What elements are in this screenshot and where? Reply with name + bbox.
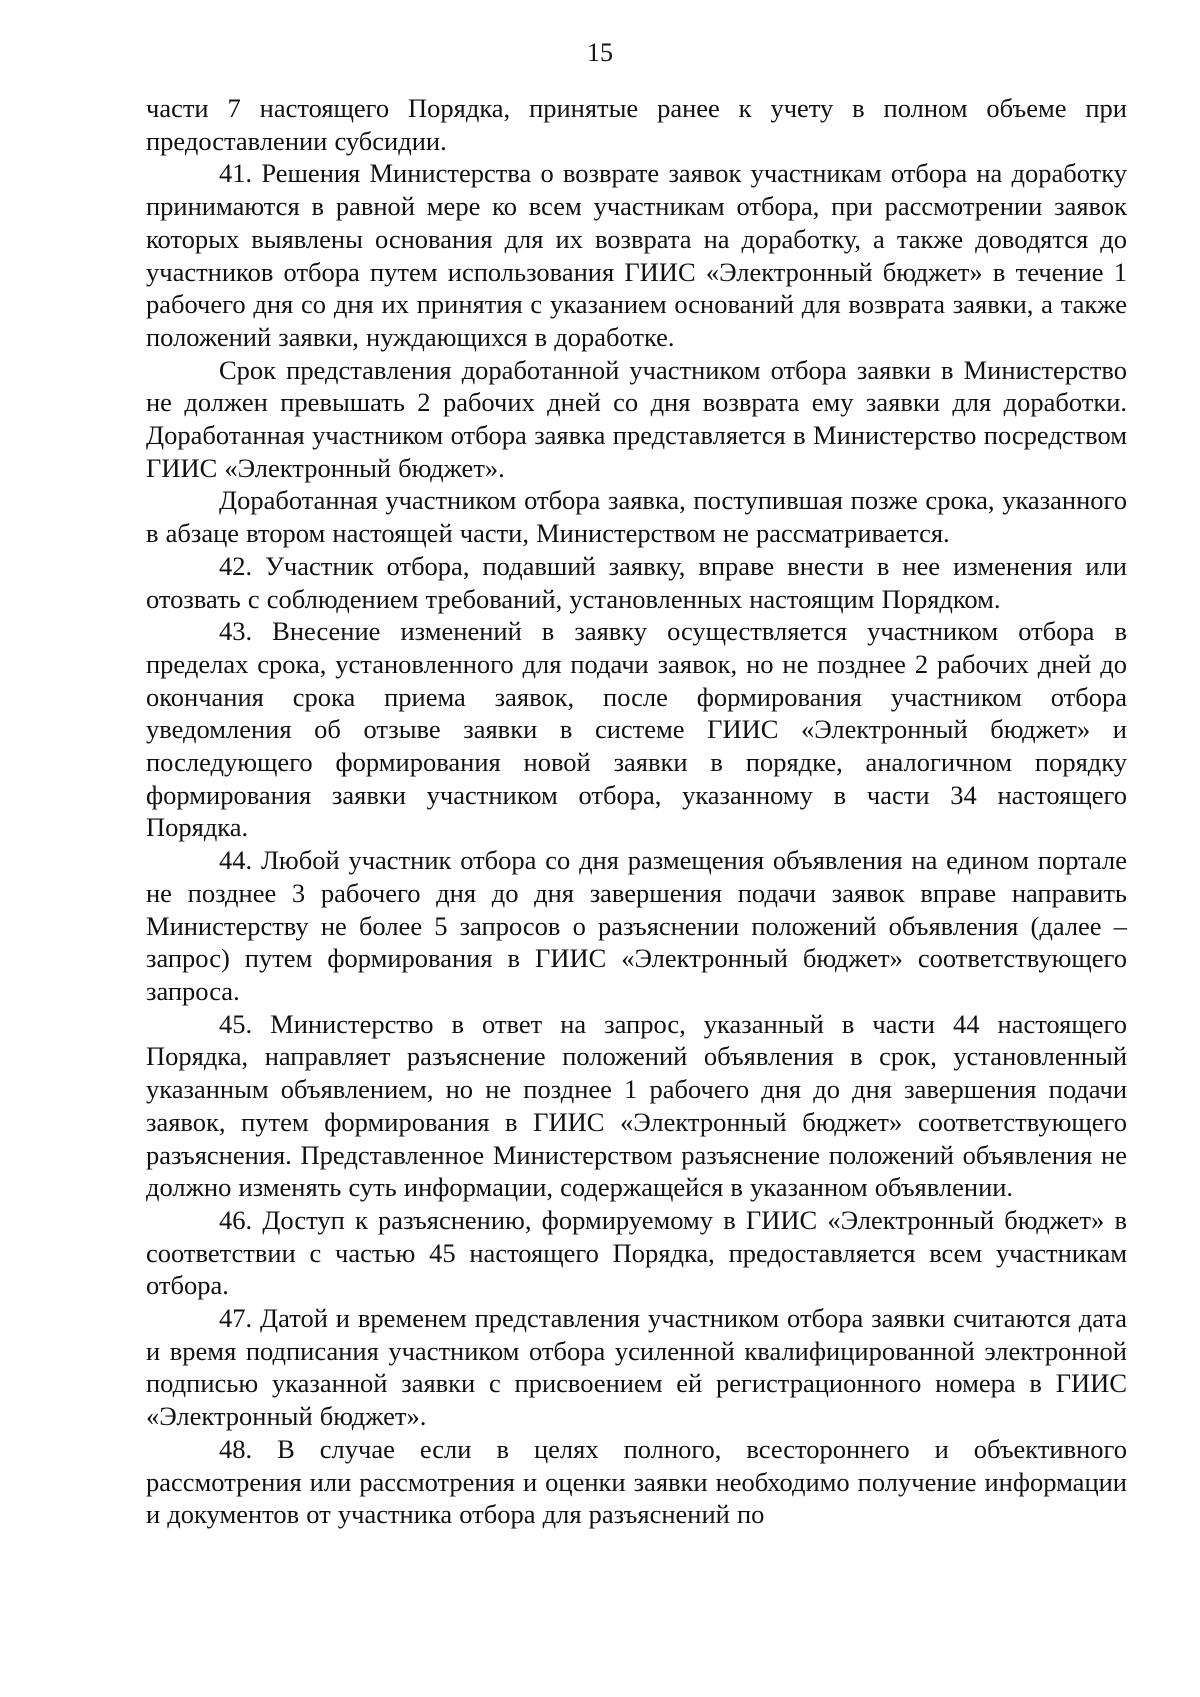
paragraph-item-48: 48. В случае если в целях полного, всестороннего и объективного рассмотрения или рассмотрения и оценки заявки необходимо получение информации и документов от участника отбора для разъяснений по xyxy=(146,1433,1127,1530)
page-number: 15 xyxy=(587,38,613,67)
paragraph-item-42: 42. Участник отбора, подавший заявку, вправе внести в нее изменения или отозвать с соблюдением требований, установленных настоящим Порядком. xyxy=(146,550,1127,614)
paragraph-item-41-deadline: Срок представления доработанной участником отбора заявки в Министерство не должен превышать 2 рабочих дней со дня возврата ему заявки для доработки. Доработанная участником отбора заявка представляется в Министерство посредством ГИИС «Электронный бюджет». xyxy=(146,354,1127,483)
paragraph-item-45: 45. Министерство в ответ на запрос, указанный в части 44 настоящего Порядка, направляет разъяснение положений объявления в срок, установленный указанным объявлением, но не позднее 1 рабочего дня до дня завершения подачи заявок, путем формирования в ГИИС «Электронный бюджет» соответствующего разъяснения. Представленное Министерством разъяснение положений объявления не должно изменять суть информации, содержащейся в указанном объявлении. xyxy=(146,1008,1127,1203)
paragraph-item-41-late-submission: Доработанная участником отбора заявка, поступившая позже срока, указанного в абзаце втором настоящей части, Министерством не рассматривается. xyxy=(146,485,1127,549)
paragraph-item-43: 43. Внесение изменений в заявку осуществляется участником отбора в пределах срока, установленного для подачи заявок, но не позднее 2 рабочих дней до окончания срока приема заявок, после формирования участником отбора уведомления об отзыве заявки в системе ГИИС «Электронный бюджет» и последующего формирования новой заявки в порядке, аналогичном порядку формирования заявки участником отбора, указанному в части 34 настоящего Порядка. xyxy=(146,616,1127,843)
paragraph-item-47: 47. Датой и временем представления участником отбора заявки считаются дата и время подписания участником отбора усиленной квалифицированной электронной подписью указанной заявки с присвоением ей регистрационного номера в ГИИС «Электронный бюджет». xyxy=(146,1303,1127,1432)
paragraph-item-41: 41. Решения Министерства о возврате заявок участникам отбора на доработку принимаются в равной мере ко всем участникам отбора, при рассмотрении заявок которых выявлены основания для их возврата на доработку, а также доводятся до участников отбора путем использования ГИИС «Электронный бюджет» в течение 1 рабочего дня со дня их принятия с указанием оснований для возврата заявки, а также положений заявки, нуждающихся в доработке. xyxy=(146,158,1127,352)
document-body xyxy=(146,92,1127,1531)
paragraph-continuation: части 7 настоящего Порядка, принятые ранее к учету в полном объеме при предоставлении субсидии. xyxy=(146,93,1127,156)
paragraph-item-46: 46. Доступ к разъяснению, формируемому в ГИИС «Электронный бюджет» в соответствии с частью 45 настоящего Порядка, предоставляется всем участникам отбора. xyxy=(146,1204,1127,1301)
paragraph-item-44: 44. Любой участник отбора со дня размещения объявления на едином портале не позднее 3 рабочего дня до дня завершения подачи заявок вправе направить Министерству не более 5 запросов о разъяснении положений объявления (далее – запрос) путем формирования в ГИИС «Электронный бюджет» соответствующего запроса. xyxy=(146,845,1127,1006)
